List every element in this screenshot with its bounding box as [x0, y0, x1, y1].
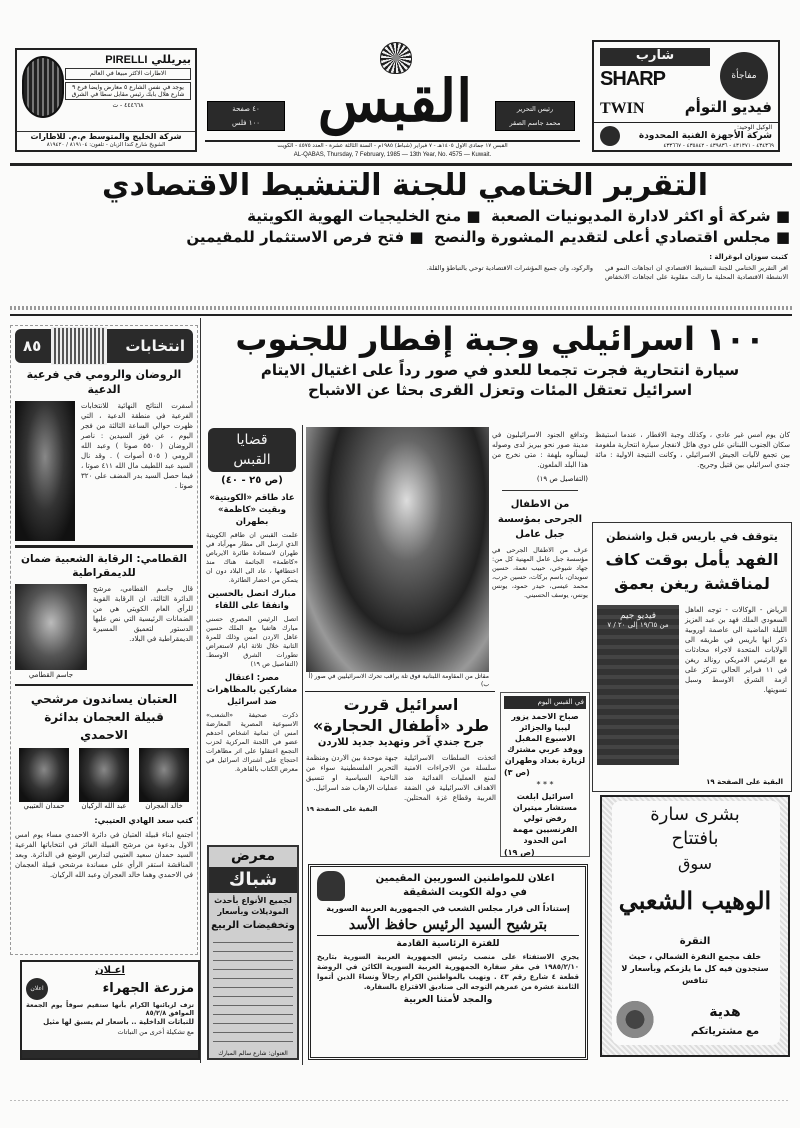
syria-title: في دولة الكويت الشقيقة [403, 887, 527, 898]
photo-caption: مقاتل من المقاومة اللبنانية فوق تلة يراقب تحرك الاسرائيليين في صور (أ ب) [308, 673, 489, 688]
parliament-icon [51, 327, 107, 365]
video-box-sub: من ١٩/٦٥ إلى ٢٠ / ٧ [607, 621, 669, 629]
price: ١٠٠ فلس [231, 119, 261, 127]
lead-bullet: ■ مجلس اقتصادي أعلى لتقديم المشورة والنصح [434, 228, 790, 246]
exhibition-title: معرض [230, 848, 276, 864]
sharp-agent: شركة الأجهزة الفنية المحدودة [638, 131, 772, 141]
main-subheadline: اسرائيل تعتقل المئات وتعزل القرى بحثا عن الاشباح [307, 381, 693, 399]
elections-year: ٨٥ [23, 337, 42, 355]
pirelli-address: الشويخ شارع كندا الزبان - تلفون: ٨١٩١٠٤ / ٨١٩٤٢٠ [46, 142, 166, 148]
farm-name: مزرعة الجهراء [102, 981, 194, 996]
market-line: سوق [677, 854, 713, 873]
qabas-issues-pages: (ص ٢٥ - ٤٠) [221, 475, 283, 486]
fahd-headline: لمناقشة ريغن بعمق [614, 574, 770, 593]
pirelli-ad [15, 48, 197, 152]
sharp-product: فيديو التوأم [684, 98, 772, 116]
farm-ad [20, 960, 200, 1060]
photo-qatami [15, 584, 87, 670]
market-line: بشرى سارة [650, 804, 740, 825]
pirelli-brand: PIRELLI [105, 54, 148, 66]
market-line: بافتتاح [671, 828, 719, 849]
israel-subheadline: جرح جندي آخر وتهديد جديد للاردن [317, 737, 485, 748]
brief-ref: (ص ١٩) [504, 848, 535, 857]
exhibition-footer: العنوان: شارع سالم المبارك [218, 1050, 288, 1057]
video-game-box [597, 605, 679, 765]
exhibition-ad [207, 845, 299, 1060]
syria-emblem-icon [317, 871, 345, 901]
qabas-issues-title: قضايا [236, 432, 268, 448]
tire-image [22, 56, 64, 118]
syria-line: للفترة الرئاسية القادمة [396, 939, 500, 949]
sharp-brand-ar: شارب [600, 48, 710, 66]
dateline-ar: القبس ١٧ جمادى الاول ١٤٠٥هـ - ٧ فبراير (شباط) ١٩٨٥م - السنة الثالثة عشرة - العدد ٤٥٧٥ - الكويت [277, 143, 508, 149]
price-box [207, 101, 285, 131]
photo-candidate [79, 748, 129, 802]
exhibition-slogan: وتخفيضات الربيع [211, 920, 295, 931]
elections-section [10, 325, 198, 955]
wounded-headline: من الاطفال الجرحى بمؤسسة جبل عامل [497, 499, 583, 540]
lead-bullets [20, 206, 790, 248]
main-story-body: وتدافع الجنود الاسرائيليون في مدينة صور نحو بيريز لدى وصوله ليسألوه بلهفة : متى نخرج من هذا البلد الملعون. [492, 431, 588, 469]
main-story-body: كان يوم امس غير عادي ، وكذلك وجبة الافطار ، عندما استيقظ سكان الجنوب اللبناني على دوي هائل لانفجار سيارة انتحارية ملغومة بين تجمع لآليات الجيش الاسرائيلي ، وكانت النتيجة الاولية : مائة جندي اسرائيلي بين قتيل وجريح. [595, 431, 790, 469]
editor-box [495, 101, 575, 131]
main-headline: ١٠٠ اسرائيلي وجبة إفطار للجنوب [235, 320, 765, 358]
lead-headline: التقرير الختامي للجنة التنشيط الاقتصادي [101, 168, 709, 203]
editor-name: محمد جاسم الصقر [509, 119, 561, 127]
pirelli-brand-ar: بيريللي [151, 53, 191, 66]
sharp-phones: ٤٣٤٣٦٩ - ٤٣١٣٧١ - ٤٣٩٨٣٦ - ٤٣٥٨٤٢ - ٤٣٣٦٦٧ [663, 143, 774, 149]
farm-line: مع تشكيلة أخرى من النباتات [117, 1028, 194, 1036]
plant-icon [614, 997, 656, 1042]
elections-title: انتخابات [125, 337, 185, 355]
photo-caption: عبد الله الركيان [81, 802, 127, 810]
fahd-kicker: يتوقف في باريس قبل واشنطن [606, 530, 778, 543]
brief-item: اسرائيل ابلغت مستشار ميتيران رفض تولي الفرنسيين مهمة امن الحدود [512, 792, 578, 845]
market-desc: خلف مجمع النقرة الشمالي ، حيث ستجدون فيه كل ما يلزمكم وبأسعار لا تنافس [621, 952, 769, 985]
column-story-body: ذكرت صحيفة «الشعب» الاسبوعية المصرية المعارضة امس ان ثمانية اشخاص احدهم عضو في اللجنة المركزية لحزب التجمع اعتقلوا على اثر مظاهرات احتجاج على اشتراك اسرائيل في معرض الكتاب بالقاهرة. [206, 711, 298, 773]
farm-line: تزف لزبائنها الكرام بأنها ستقيم سوقاً يوم الجمعة الموافق ٨٥/٢/٨ [26, 1001, 194, 1017]
syria-notice [308, 864, 588, 1060]
brief-title: في القبس اليوم [504, 696, 586, 709]
story-body: قال جاسم القطامي، مرشح الدائرة الثالثة، ان الرقابة القوية للرأي العام الكويتي هي من الضمانات الرئيسية التي نص عليها الدستور لتعميق المسيرة الديمقراطية في البلاد. [93, 585, 193, 643]
syria-line: بترشيح السيد الرئيس حافظ الأسد [317, 916, 579, 936]
page-count: ٤٠ صفحة [232, 105, 260, 113]
qabas-issues-box[interactable] [208, 428, 296, 472]
fahd-story [592, 522, 792, 792]
agent-logo-icon [600, 126, 620, 146]
syria-body: يجري الاستفتاء على منصب رئيس الجمهورية العربية السورية بتاريخ ١٩٨٥/٢/١٠ في مقر سفارة الجمهورية العربية السورية الكائن في الروضة قطعة ٤ شارع رقم ٤٣ . ونهيب بالمواطنين الكرام رجالاً ونساءً الذين أتموا الثامنة عشرة من عمرهم التوجه الى صناديق الاقتراع بالسفارة. [317, 953, 579, 991]
fahd-body: الرياض - الوكالات - توجه العاهل السعودي الملك فهد بن عبد العزيز الليلة الماضية الى عاصمة اوروبية ذكر انها باريس في طريقه الى الولايات المتحدة لاجراء محادثات مع الرئيس الامريكي رونالد ريغن في ١١ فبراير الحالي تتركز على ازمة الشرق الاوسط وسبل تسويتها. [685, 606, 787, 694]
sharp-agent-label: الوكيل الوحيد: [737, 124, 772, 131]
sharp-brand: SHARP [600, 68, 666, 90]
pirelli-slogan: الاطارات الاكثر مبيعا في العالم [65, 68, 191, 80]
market-area: النقرة [679, 936, 711, 947]
column-story-headline: عاد طاقم «الكويتية» وبقيت «كاظمة» بطهران [209, 493, 295, 527]
syria-line: إستناداً الى قرار مجلس الشعب في الجمهورية العربية السورية [326, 904, 570, 913]
photo-caption: جاسم القطامي [28, 671, 74, 679]
farm-line: للنباتات الداخلية .. بأسعار لم يسبق لها مثيل [43, 1018, 194, 1026]
israel-headline: اسرائيل قررت [343, 695, 459, 714]
lead-bullet: ■ منح الخليجيات الهوية الكويتية [247, 207, 481, 225]
farm-badge: اعلان [26, 978, 48, 1000]
fahd-more: البقية على الصفحة ١٩ [706, 778, 783, 786]
column-story-headline: مبارك اتصل بالحسين واتفقا على اللقاء [207, 589, 297, 611]
lead-body: اقر التقرير الختامي للجنة التنشيط الاقتصادي ان اتجاهات النمو في الانشطة الاقتصادية المحلية ما زالت مقلوبة على اتجاهات الانخفاض والركود، وان جميع المؤشرات الاقتصادية توحي بالتباطؤ والقلة. [426, 264, 788, 281]
exhibition-name: شباك [209, 867, 297, 893]
main-subheadline: سيارة انتحارية فجرت تجمعا للعدو في صور رداً على اغتيال الايتام [260, 361, 740, 379]
market-gift-sub: مع مشترياتكم [690, 1026, 760, 1037]
market-ad [600, 795, 790, 1057]
lead-byline: كتبت سوزان ابوغزالة : [709, 253, 788, 261]
israel-body: اتخذت السلطات الاسرائيلية سلسلة من الاجراءات الامنية لمنع العمليات الفدائية ضد الاهداف الاسرائيلية في الضفة الغربية وقطاع غزة المحتلين. جبهة موحدة بين الاردن ومنظمة التحرير الفلسطينية سواء من الناحية السياسية او تنسيق عمليات الارهاب ضد اسرائيل. [306, 754, 496, 802]
brief-box [500, 692, 590, 857]
lead-bullet: ■ شركة أو اكثر لادارة المديونيات الصعبة [491, 207, 790, 225]
column-story-body: اتصل الرئيس المصري حسني مبارك هاتفيا مع الملك حسين عاهل الاردن امس وذلك للمرة الثانية خلال ثلاثة ايام لاستعراض تطورات الشرق الاوسط. (التفاصيل ص ١٩) [206, 615, 298, 668]
column-story-body: علمت القبس ان طاقم الكويتية الذي ارسل الى مطار مهرآباد في طهران لاستعادة طائرة الايرباص «كاظمة» الجاثمة هناك منذ اختطافها ، عاد الى البلاد دون ان يتمكن من احضار الطائرة. [206, 531, 298, 584]
sharp-ad [592, 40, 780, 152]
pirelli-text: يوجد في نفس الشارع ٥ معارض وايضا فرع ٩ شارع هلال بابك رئيس مقابل سطا في الشرق [65, 82, 191, 100]
photo-candidate [19, 748, 69, 802]
brief-ref: (ص ٣) [504, 768, 530, 777]
story-headline: العتبان يساندون مرشحي قبيلة العجمان بدائرة الاحمدي [30, 692, 178, 742]
qabas-issues-title: القبس [233, 452, 271, 468]
newspaper-title: القبس [317, 67, 473, 135]
market-gift: هدية [709, 1004, 741, 1020]
photo-voter [15, 401, 75, 541]
pirelli-company: شركة الخليج والمتوسط م.م. للاطارات [30, 132, 182, 141]
photo-caption: خالد العجران [145, 802, 183, 810]
photo-caption: حمدان العتيبي [23, 802, 65, 810]
farm-label: اعـلان [95, 965, 125, 976]
photo-candidate [139, 748, 189, 802]
sharp-model: TWIN [600, 100, 645, 117]
price-list [213, 935, 293, 1047]
masthead-logo [300, 42, 490, 140]
editor-label: رئيس التحرير [516, 105, 554, 113]
brief-item: صباح الاحمد يزور ليبيا والجزائر الاسبوع المقبل ووفد عربي مشترك لزيارة بغداد وطهران [504, 712, 586, 765]
market-name: الوهيب الشعبي [618, 886, 772, 915]
dateline-en: AL-QABAS, Thursday, 7 February, 1985 — 13th Year, No. 4575 — Kuwait. [293, 152, 492, 158]
syria-closing: والمجد لأمتنا العربية [403, 995, 493, 1005]
elections-header [15, 329, 193, 363]
wounded-body: عرف من الاطفال الجرحى في مؤسسة جبل عامل المهنية كل من: جهاد شيوخي، حبيب نعمة، حسين سويدان، باسم بركات، حسين حرب، محمد عيسى، حيدر حمود، يونس يونس، يوسف الحسيني. [492, 546, 588, 599]
column-story-headline: مصر: اعتقال مشاركين بالمظاهرات ضد اسرائيل [206, 673, 298, 707]
lead-bullet: ■ فتح فرص الاستثمار للمقيمين [186, 228, 424, 246]
exhibition-text: لجميع الأنواع بأحدث الموديلات وبأسعار [214, 896, 292, 916]
story-body: أسفرت النتائج النهائية للانتخابات الفرعية في منطقة الدعية ، التي ظهرت حوالي الساعة الثالثة من فجر اليوم ، عن فوز السيدين : ناصر الروضان ( ٥٥٠ صوتا ) وعبد الله الرومي ( ٥٠٥ أصوات ) . وقد نال السيد عبد اللطيف مال الله ٤١١ صوتا ، فيما حصل السيد بدر المضف على ٣٢٠ صوتا . [81, 402, 194, 490]
story-byline: كتب سعد الهادي العتيبي: [94, 816, 193, 825]
fahd-headline: الفهد يأمل بوقت كاف [605, 550, 779, 569]
photo-fighter [306, 427, 489, 672]
brief-separator: * * * [536, 780, 554, 789]
story-headline: القطامي: الرقابة الشعبية ضمان للديمقراطية [21, 553, 187, 579]
syria-title: اعلان للمواطنين السوريين المقيمين [375, 873, 555, 884]
video-box-title: فيديو جيم [619, 611, 657, 621]
story-body: اجتمع ابناء قبيلة العتبان في دائرة الاحمدي مساء يوم امس الاول بدعوة من مرشح القبيلة الفائز في انتخاباتها الفرعية السيد حمدان سعيد العتيبي لتدارس الوضع في الدائرة. وبعد المناقشة استقر الرأي على مساندة مرشحي قبيلة العجمان في الاحمدي وهما خالد العجران وعبد الله الركيان. [15, 831, 193, 879]
israel-more: البقية على الصفحة ١٩ [306, 805, 378, 813]
israel-headline: طرد «أطفال الحجارة» [312, 716, 490, 735]
pirelli-phone: ٤٤٤٦٦٨ - ت [112, 102, 144, 109]
candidate-photos [15, 748, 193, 811]
sharp-badge: مفاجأة [720, 52, 768, 100]
details-ref: (التفاصيل ص ١٩) [536, 475, 588, 483]
story-headline: الروضان والرومي في فرعية الدعية [26, 368, 182, 396]
